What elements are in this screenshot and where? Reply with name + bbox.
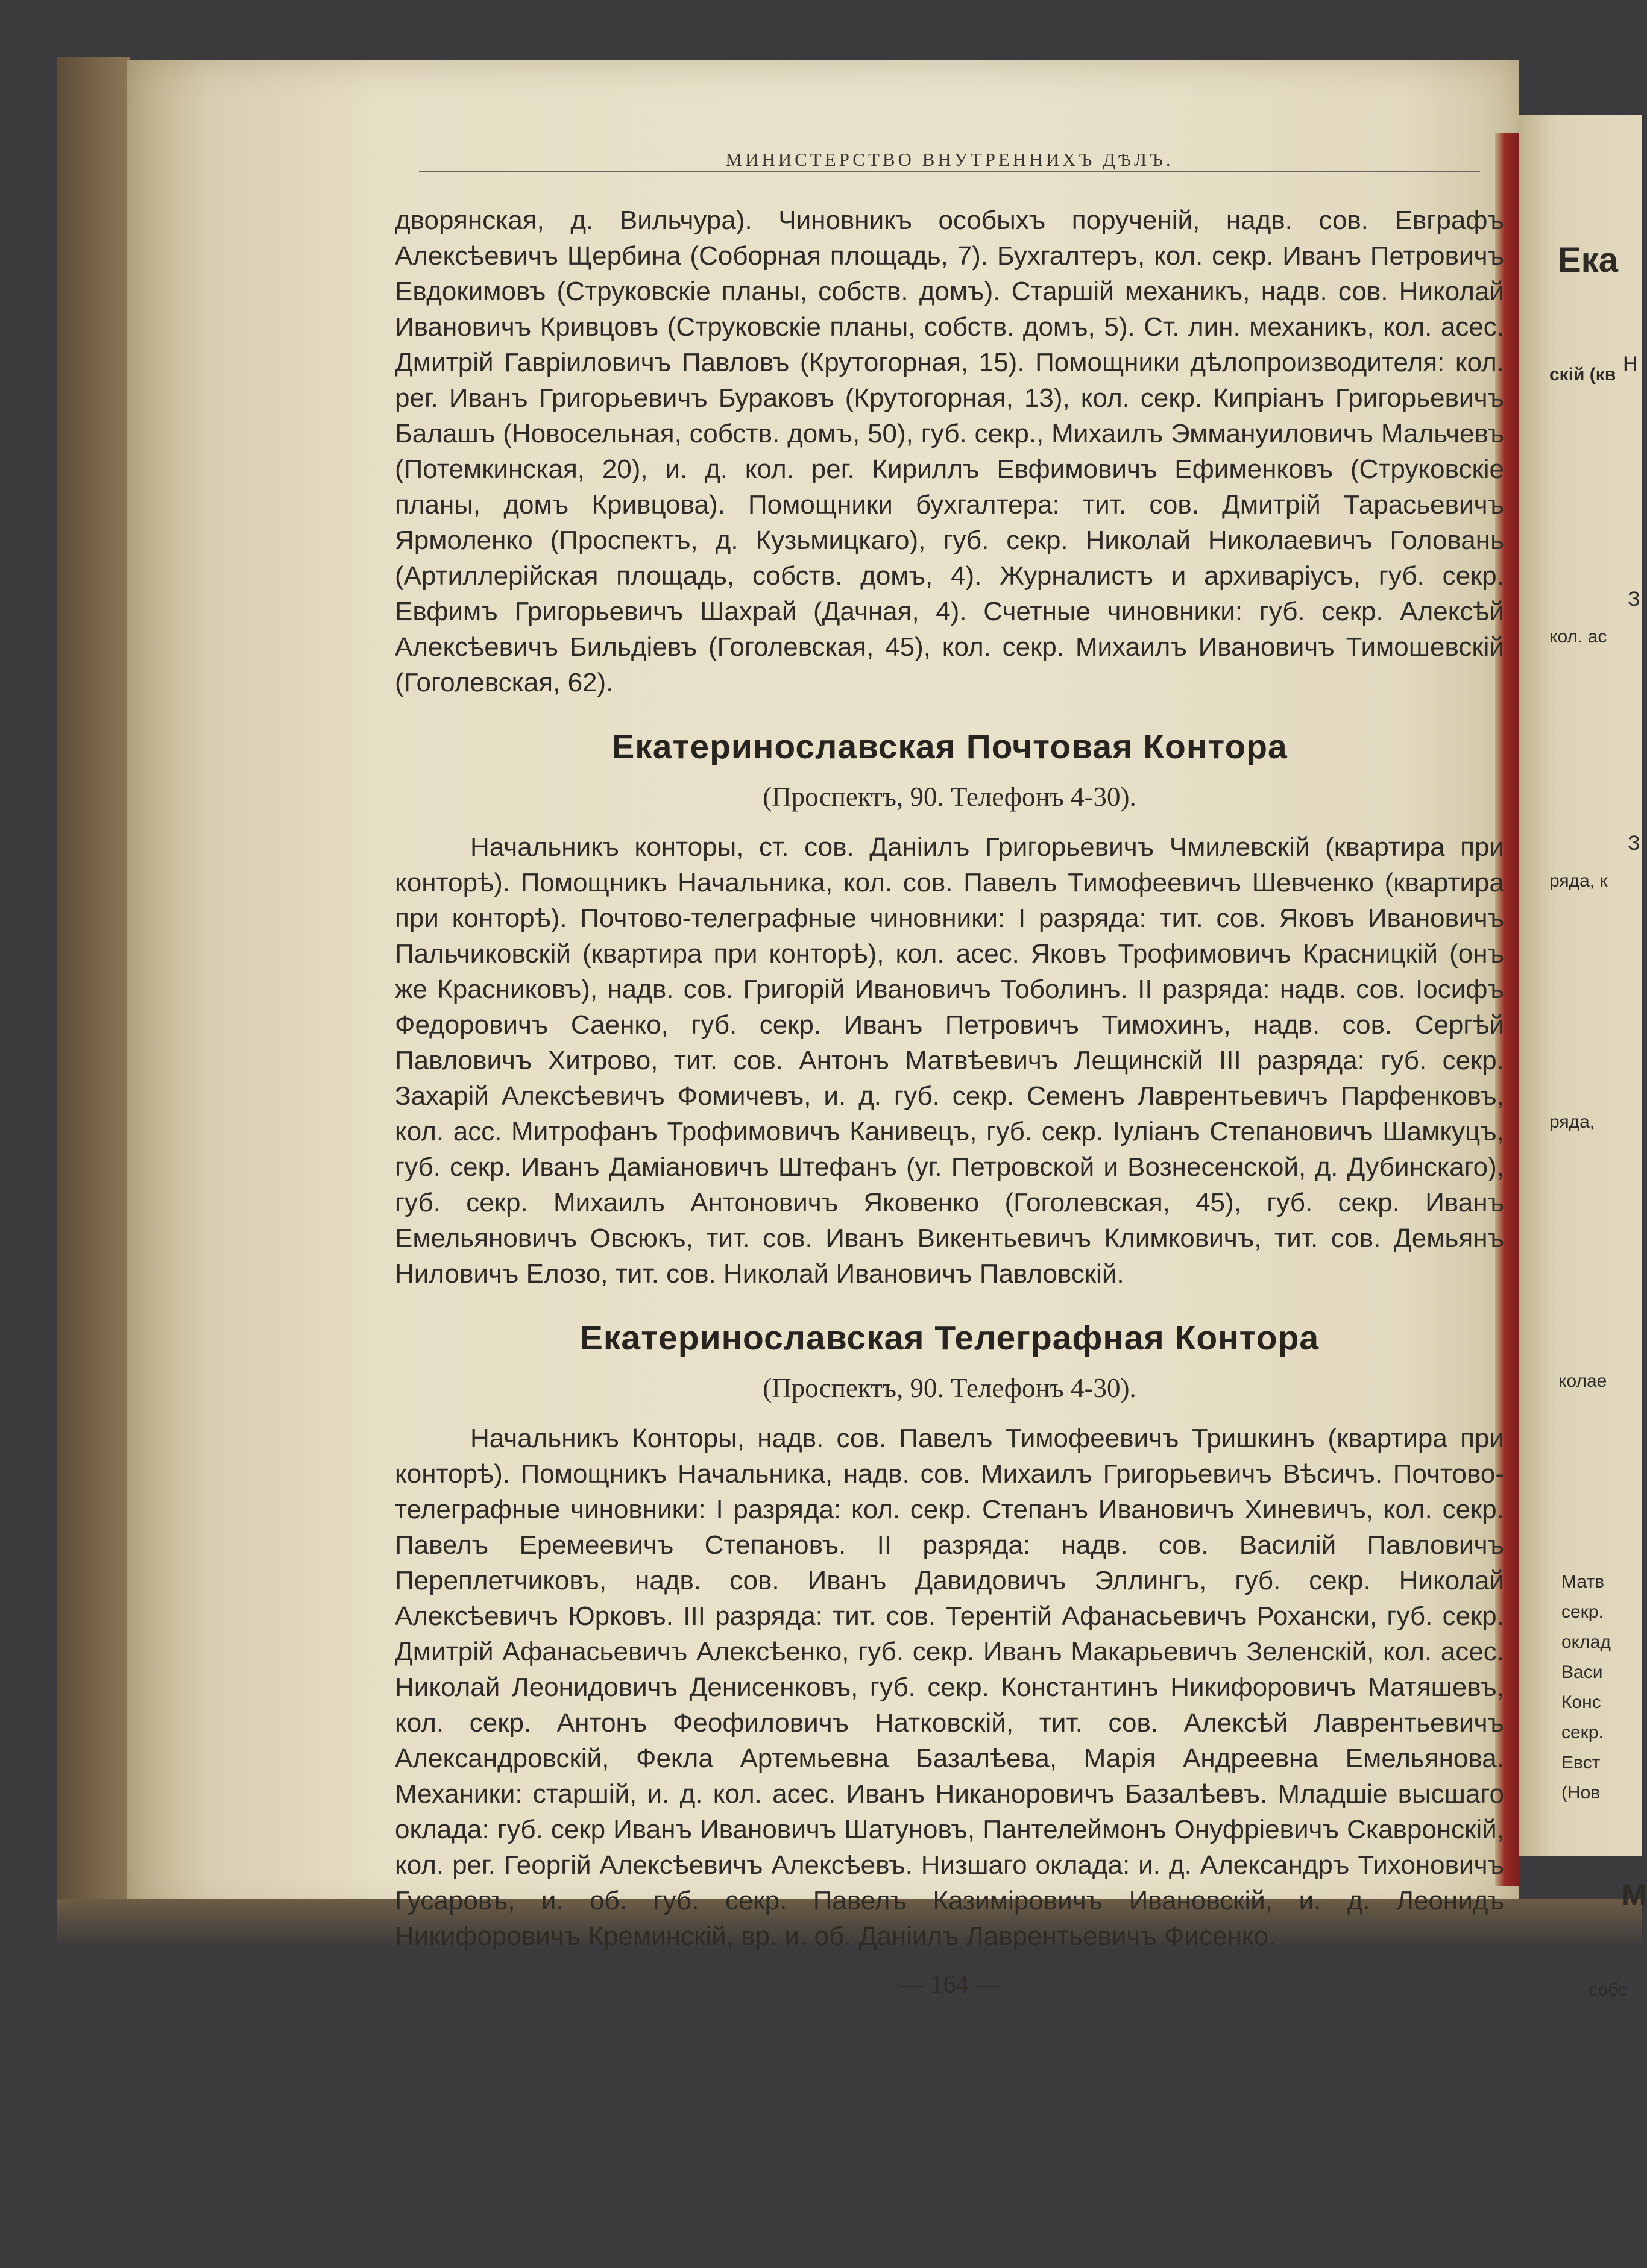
right-page-fragment: оклад — [1561, 1632, 1611, 1652]
section-subtitle-postal: (Проспектъ, 90. Телефонъ 4-30). — [763, 782, 1136, 812]
running-head-rule — [419, 171, 1480, 172]
right-page-fragment: (Нов — [1561, 1783, 1601, 1803]
right-page-fragment: Евст — [1561, 1753, 1601, 1773]
right-page-fragment: секр. — [1561, 1723, 1604, 1742]
section-body-postal: Начальникъ конторы, ст. сов. Даніилъ Григорьевичъ Чмилевскій (квартира при конторѣ). Помощникъ Начальника, кол. сов. Павелъ Тимофеевичъ Шевченко (квартира при конторѣ). Почтово-телеграфные чиновники: I разряда: тит. сов. Яковъ Ивановичъ Пальчиковскій (квартира при конторѣ), кол. асес. Яковъ Трофимовичъ Красницкій (онъ же Красниковъ), надв. сов. Григорій Ивановичъ Тоболинъ. II разряда: надв. сов. Іосифъ Федоровичъ Саенко, губ. секр. Иванъ Петровичъ Тимохинъ, надв. сов. Сергѣй Павловичъ Хитрово, тит. сов. Антонъ Матвѣевичъ Лещинскій III разряда: губ. секр. Захарій Алексѣевичъ Фомичевъ, и. д. губ. секр. Семенъ Лаврентьевичъ Парфенковъ, кол. асс. Митрофанъ Трофимовичъ Канивецъ, губ. секр. Іуліанъ Степановичъ Шамкуцъ, губ. секр. Иванъ Даміановичъ Штефанъ (уг. Петровской и Вознесенской, д. Дубинскаго), губ. секр. Михаилъ Антоновичъ Яковенко (Гоголевская, 45), губ. секр. Иванъ Емельяновичъ Овсюкъ, тит. сов. Иванъ Викентьевичъ Климковичъ, тит. сов. Демьянъ Ниловичъ Елозо, тит. сов. Николай Ивановичъ Павловскій. — [395, 832, 1504, 1289]
right-page-fragment: колае — [1558, 1371, 1607, 1391]
right-page-fragment: Н — [1623, 353, 1638, 375]
right-page-fragment: ряда, к — [1549, 871, 1608, 891]
right-page-fragment: секр. — [1561, 1602, 1604, 1622]
book-spine — [57, 57, 130, 1902]
right-page-fragment: Матв — [1561, 1572, 1605, 1592]
right-page-fragment: М — [1622, 1878, 1647, 1912]
section-title-postal: Екатеринославская Почтовая Контора — [611, 727, 1288, 766]
section-title-telegraph: Екатеринославская Телеграфная Контора — [579, 1319, 1320, 1357]
intro-paragraph: дворянская, д. Вильчура). Чиновникъ особыхъ порученій, надв. сов. Евграфъ Алексѣевичъ Щербина (Соборная площадь, 7). Бухгалтеръ, кол. секр. Иванъ Петровичъ Евдокимовъ (Струковскіе планы, собств. домъ). Старшій механикъ, надв. сов. Николай Ивановичъ Кривцовъ (Струковскіе планы, собств. домъ, 5). Ст. лин. механикъ, кол. асес. Дмитрій Гавріиловичъ Павловъ (Крутогорная, 15). Помощники дѣлопроизводителя: кол. рег. Иванъ Григорьевичъ Бураковъ (Крутогорная, 13), кол. секр. Кипріанъ Григорьевичъ Балашъ (Новосельная, собств. домъ, 50), губ. секр., Михаилъ Эммануиловичъ Мальчевъ (Потемкинская, 20), и. д. кол. рег. Кириллъ Евфимовичъ Ефименковъ (Струковскіе планы, домъ Кривцова). Помощники бухгалтера: тит. сов. Дмитрій Тарасьевичъ Ярмоленко (Проспектъ, д. Кузьмицкаго), губ. секр. Николай Николаевичъ Головань (Артиллерійская площадь, собств. домъ, 4). Журналистъ и архиваріусъ, губ. секр. Евфимъ Григорьевичъ Шахрай (Дачная, 4). Счетные чиновники: губ. секр. Алексѣй Алексѣевичъ Бильдіевъ (Гоголевская, 45), кол. секр. Михаилъ Ивановичъ Тимошевскій (Гоголевская, 62). — [395, 206, 1504, 697]
section-body-telegraph: Начальникъ Конторы, надв. сов. Павелъ Тимофеевичъ Тришкинъ (квартира при конторѣ). Помощникъ Начальника, надв. сов. Михаилъ Григорьевичъ Вѣсичъ. Почтово-телеграфные чиновники: I разряда: кол. секр. Степанъ Ивановичъ Хиневичъ, кол. секр. Павелъ Еремеевичъ Степановъ. II разряда: надв. сов. Василій Павловичъ Переплетчиковъ, надв. сов. Иванъ Давидовичъ Эллингъ, губ. секр. Николай Алексѣевичъ Юрковъ. III разряда: тит. сов. Терентій Афанасьевичъ Рохански, губ. секр. Дмитрій Афанасьевичъ Алексѣенко, губ. секр. Иванъ Макарьевичъ Зеленскій, кол. асес. Николай Леонидовичъ Денисенковъ, губ. секр. Константинъ Никифоровичъ Матяшевъ, кол. секр. Антонъ Феофиловичъ Натковскій, тит. сов. Алексѣй Лаврентьевичъ Александровскій, Фекла Артемьевна Базалѣева, Марія Андреевна Емельянова. Механики: старшій, и. д. кол. асес. Иванъ Никаноровичъ Базалѣевъ. Младшіе высшаго оклада: губ. секр Иванъ Ивановичъ Шатуновъ, Пантелеймонъ Онуфріевичъ Скавронскій, кол. рег. Георгій Алексѣевичъ Алексѣевъ. Низшаго оклада: и. д. Александръ Тихоновичъ Гусаровъ, и. об. губ. секр. Павелъ Казиміровичъ Ивановскій, и. д. Леонидъ Никифоровичъ Креминскій, вр. и. об. Даніилъ Лаврентьевичъ Фисенко. — [395, 1424, 1504, 1951]
right-page-fragment: собс — [1589, 1980, 1627, 2000]
right-page-fragment: скій (кв — [1549, 365, 1616, 385]
right-page-fragment: Васи — [1561, 1662, 1603, 1682]
page-content — [395, 142, 1504, 2003]
section-subtitle-telegraph: (Проспектъ, 90. Телефонъ 4-30). — [763, 1373, 1136, 1403]
right-page-fragment: Конс — [1561, 1692, 1601, 1712]
right-page-heading-fragment: Ека — [1558, 240, 1618, 280]
right-page-fragment: ряда, — [1549, 1112, 1595, 1132]
running-head: МИНИСТЕРСТВО ВНУТРЕННИХЪ ДѢЛЪ. — [725, 149, 1174, 170]
right-page-fragment: З — [1628, 588, 1640, 611]
page-number: — 164 — — [899, 1971, 1000, 1999]
right-page-fragment: кол. ас — [1549, 627, 1607, 647]
right-page-fragment: З — [1628, 832, 1640, 855]
